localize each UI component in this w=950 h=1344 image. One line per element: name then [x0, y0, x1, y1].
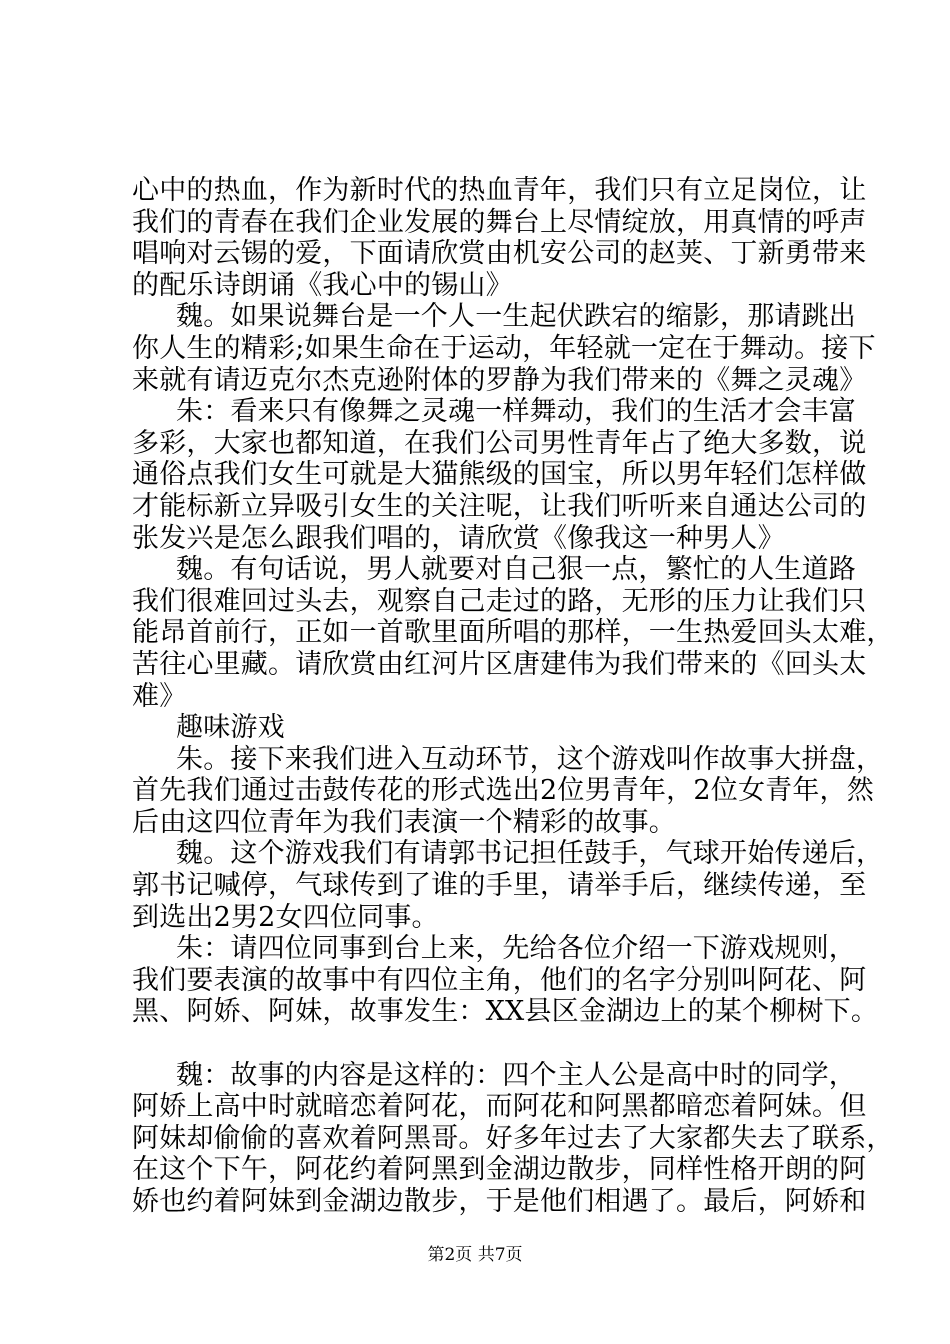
- text-line: 我们要表演的故事中有四位主角，他们的名字分别叫阿花、阿: [132, 964, 867, 996]
- text-line: 魏。这个游戏我们有请郭书记担任鼓手，气球开始传递后，: [176, 838, 884, 870]
- text-line: 黑、阿娇、阿妹，故事发生：XX县区金湖边上的某个柳树下。: [132, 996, 879, 1028]
- text-line: 后由这四位青年为我们表演一个精彩的故事。: [132, 806, 676, 838]
- text-line: 朱。接下来我们进入互动环节，这个游戏叫作故事大拼盘，: [176, 743, 884, 775]
- text-line: 魏：故事的内容是这样的：四个主人公是高中时的同学，: [176, 1059, 856, 1091]
- blank-line: [132, 1028, 832, 1060]
- text-line: 阿娇上高中时就暗恋着阿花，而阿花和阿黑都暗恋着阿妹。但: [132, 1091, 867, 1123]
- text-line: 朱：请四位同事到台上来，先给各位介绍一下游戏规则，: [176, 933, 856, 965]
- text-line: 郭书记喊停，气球传到了谁的手里，请举手后，继续传递，至: [132, 870, 867, 902]
- text-line: 阿妹却偷偷的喜欢着阿黑哥。好多年过去了大家都失去了联系，: [132, 1122, 894, 1154]
- page-number: 第2页 共7页: [427, 1245, 523, 1265]
- text-line: 张发兴是怎么跟我们唱的，请欣赏《像我这一种男人》: [132, 522, 785, 554]
- text-line: 能昂首前行，正如一首歌里面所唱的那样，一生热爱回头太难，: [132, 617, 894, 649]
- text-line: 难》: [132, 680, 187, 712]
- text-line: 唱响对云锡的爱，下面请欣赏由机安公司的赵荚、丁新勇带来: [132, 238, 867, 270]
- text-line: 通俗点我们女生可就是大猫熊级的国宝，所以男年轻们怎样做: [132, 459, 867, 491]
- text-line: 多彩，大家也都知道，在我们公司男性青年占了绝大多数，说: [132, 427, 867, 459]
- text-line: 心中的热血，作为新时代的热血青年，我们只有立足岗位，让: [132, 175, 867, 206]
- text-line: 魏。有句话说，男人就要对自己狠一点，繁忙的人生道路: [176, 554, 856, 586]
- text-line: 才能标新立异吸引女生的关注呢，让我们听听来自通达公司的: [132, 490, 867, 522]
- text-line: 首先我们通过击鼓传花的形式选出2位男青年，2位女青年，然: [132, 775, 874, 807]
- text-line: 苦往心里藏。请欣赏由红河片区唐建伟为我们带来的《回头太: [132, 648, 867, 680]
- text-line: 我们的青春在我们企业发展的舞台上尽情绽放，用真情的呼声: [132, 206, 867, 238]
- text-line: 来就有请迈克尔杰克逊附体的罗静为我们带来的《舞之灵魂》: [132, 364, 867, 396]
- text-line: 在这个下午，阿花约着阿黑到金湖边散步，同样性格开朗的阿: [132, 1154, 867, 1186]
- text-line: 到选出2男2女四位同事。: [132, 901, 439, 933]
- text-line: 你人生的精彩;如果生命在于运动，年轻就一定在于舞动。接下: [132, 332, 876, 364]
- text-line: 魏。如果说舞台是一个人一生起伏跌宕的缩影，那请跳出: [176, 301, 856, 333]
- text-line: 朱：看来只有像舞之灵魂一样舞动，我们的生活才会丰富: [176, 396, 856, 428]
- page-footer: [0, 1244, 950, 1266]
- text-line: 趣味游戏: [176, 712, 285, 744]
- text-line: 我们很难回过头去，观察自己走过的路，无形的压力让我们只: [132, 585, 867, 617]
- text-line: 娇也约着阿妹到金湖边散步，于是他们相遇了。最后，阿娇和: [132, 1186, 867, 1217]
- document-body: [132, 175, 894, 1218]
- text-line: 的配乐诗朗诵《我心中的锡山》: [132, 269, 513, 301]
